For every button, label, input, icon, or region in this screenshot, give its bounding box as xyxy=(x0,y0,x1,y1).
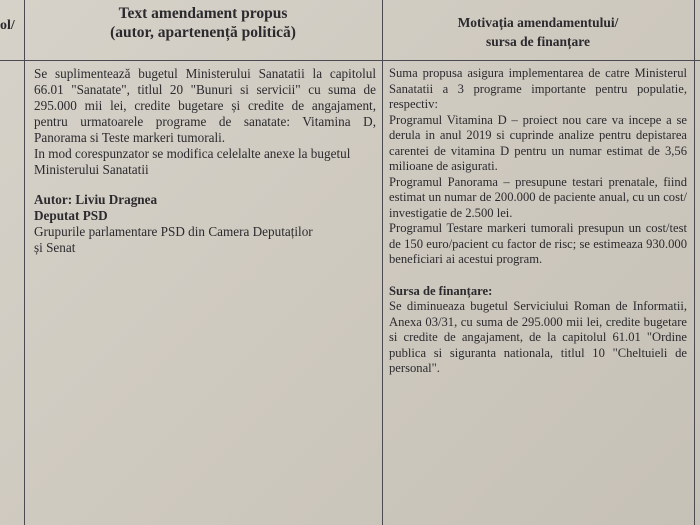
amendment-paragraph-annexes: In mod corespunzator se modifica celelalte anexe la bugetul Ministerului Sanatatii xyxy=(34,146,351,177)
column-divider-middle xyxy=(382,0,383,525)
column-divider-right xyxy=(694,0,695,525)
header-motivation xyxy=(384,13,692,51)
header-proposed-text-subtitle: (autor, apartenență politică) xyxy=(110,24,296,41)
amendment-paragraph-budget-increase: Se suplimentează bugetul Ministerului Sanatatii la capitolul 66.01 "Sanatate", titlul 20 "Bunuri si servicii" cu suma de 295.000 mii lei, credite bugetare și credite de angajament, pentru urmatoarele programe de sanatate: Vitamina D, Panorama si Teste markeri tumorali. xyxy=(34,66,376,145)
header-first-column: ol/ xyxy=(0,18,15,33)
header-row-divider xyxy=(0,60,700,61)
amendment-parliamentary-groups: Grupurile parlamentare PSD din Camera Deputaților și Senat xyxy=(34,224,313,255)
header-motivation-subtitle: sursa de finanțare xyxy=(485,34,590,49)
motivation-intro: Suma propusa asigura implementarea de catre Ministerul Sanatatii a 3 programe importante pentru populatie, respectiv: xyxy=(389,66,687,111)
funding-source-text: Se diminueaza bugetul Serviciului Roman de Informatii, Anexa 03/31, cu suma de 295.000 mii lei, credite bugetare si credite de angajament, de la capitolul 61.01 "Ordine publica si siguranta nationala, titlul 10 "Cheltuieli de personal". xyxy=(389,299,687,375)
motivation-text-cell xyxy=(389,66,687,377)
header-motivation-title: Motivația amendamentului/ xyxy=(457,15,619,30)
amendment-author-party: Deputat PSD xyxy=(34,208,108,223)
column-divider-first xyxy=(24,0,25,525)
motivation-program-panorama: Programul Panorama – presupune testari prenatale, fiind estimat un numar de 200.000 de paciente anual, cu un cost/ investigatie de 2.500 lei. xyxy=(389,174,687,220)
funding-source-heading: Sursa de finanțare: xyxy=(389,283,493,298)
amendment-author: Autor: Liviu Dragnea xyxy=(34,192,158,207)
header-proposed-text xyxy=(26,4,380,42)
motivation-program-vitamin-d: Programul Vitamina D – proiect nou care va incepe a se derula in anul 2019 si cuprinde analize pentru depistarea carentei de vitamina D pentru un numar estimat de 3,56 milioane de asigurati. xyxy=(389,112,687,173)
amendment-text-cell xyxy=(34,66,376,256)
header-proposed-text-title: Text amendament propus xyxy=(118,5,288,22)
motivation-program-tumor-markers: Programul Testare markeri tumorali presupun un cost/test de 150 euro/pacient cu factor de risc; se estimeaza 930.000 beneficiari ai acestui program. xyxy=(389,221,687,266)
